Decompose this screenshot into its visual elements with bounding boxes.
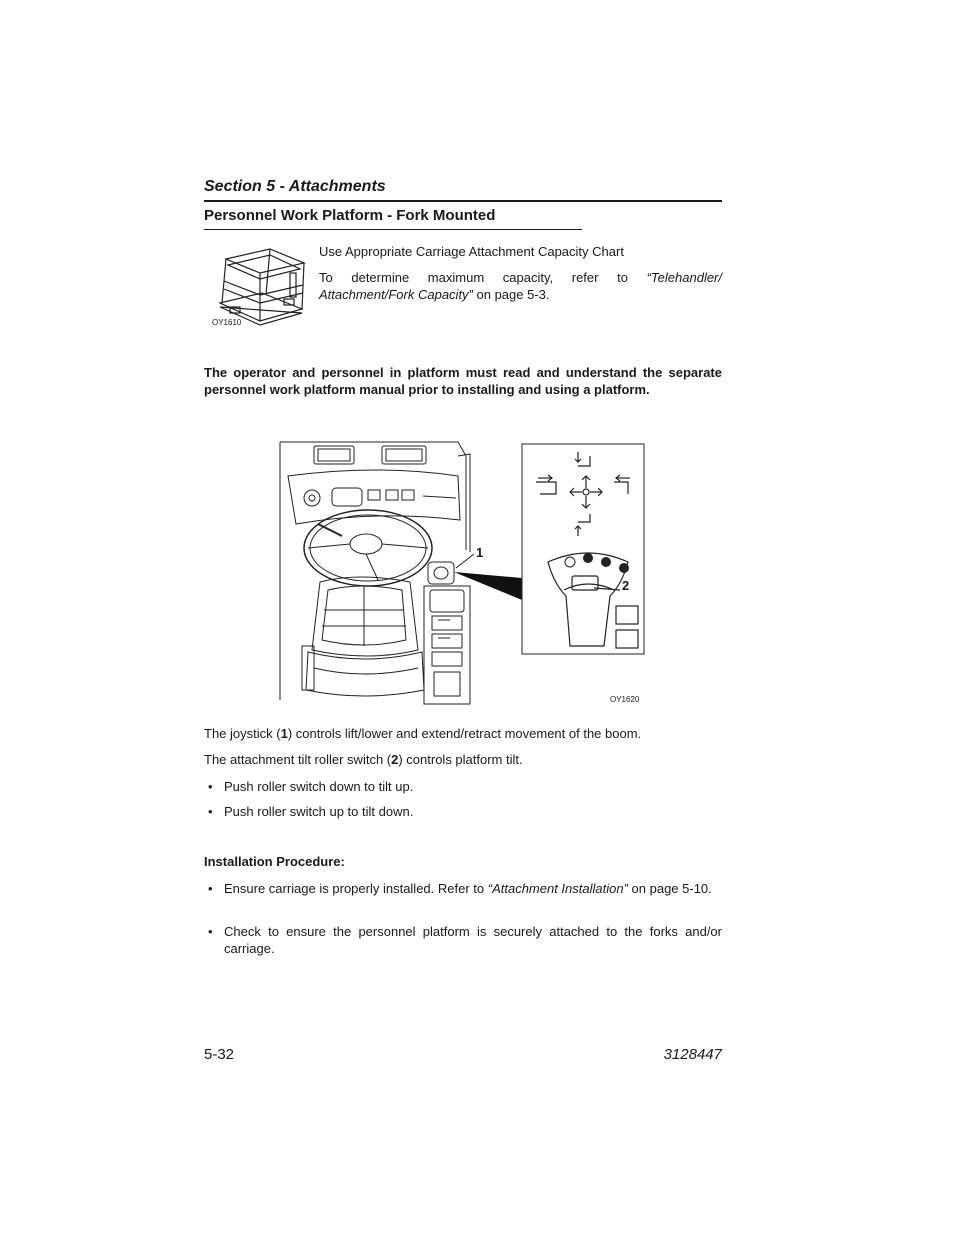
warning-paragraph: The operator and personnel in platform must read and understand the separate personnel work platform manual prior to installing and using a platform. bbox=[204, 365, 722, 397]
page-number: 5-32 bbox=[204, 1046, 235, 1063]
capacity-text-pre: To determine maximum capacity, refer to bbox=[319, 270, 647, 285]
cab-controls-illustration bbox=[278, 440, 648, 710]
tilt-switch-description: The attachment tilt roller switch (2) controls platform tilt. bbox=[204, 752, 523, 767]
subsection-title: Personnel Work Platform - Fork Mounted bbox=[204, 207, 496, 224]
subsection-rule bbox=[204, 229, 582, 230]
platform-figure-caption: OY1610 bbox=[212, 318, 242, 327]
capacity-reference-link[interactable]: “Telehandler/ Attachment/Fork Capacity” bbox=[319, 270, 722, 302]
installation-heading: Installation Procedure: bbox=[204, 854, 345, 869]
capacity-text-post: on page 5-3. bbox=[472, 287, 550, 302]
capacity-chart-note: Use Appropriate Carriage Attachment Capacity Chart bbox=[319, 244, 624, 259]
cab-figure-caption: OY1620 bbox=[610, 695, 640, 704]
callout-2-label: 2 bbox=[622, 578, 630, 593]
attachment-installation-link[interactable]: “Attachment Installation” bbox=[487, 881, 628, 896]
joystick-callout-number: 1 bbox=[280, 726, 288, 741]
document-number: 3128447 bbox=[663, 1046, 722, 1063]
header-rule bbox=[204, 200, 722, 202]
callout-1-label: 1 bbox=[476, 545, 484, 560]
section-title: Section 5 - Attachments bbox=[204, 178, 386, 195]
capacity-reference-paragraph bbox=[319, 269, 722, 303]
joystick-description: The joystick (1) controls lift/lower and extend/retract movement of the boom. bbox=[204, 726, 642, 741]
tilt-callout-number: 2 bbox=[391, 752, 399, 767]
bullet-icon: • bbox=[208, 881, 213, 896]
bullet-icon: • bbox=[208, 804, 213, 819]
bullet-icon: • bbox=[208, 924, 213, 939]
bullet-icon: • bbox=[208, 779, 213, 794]
